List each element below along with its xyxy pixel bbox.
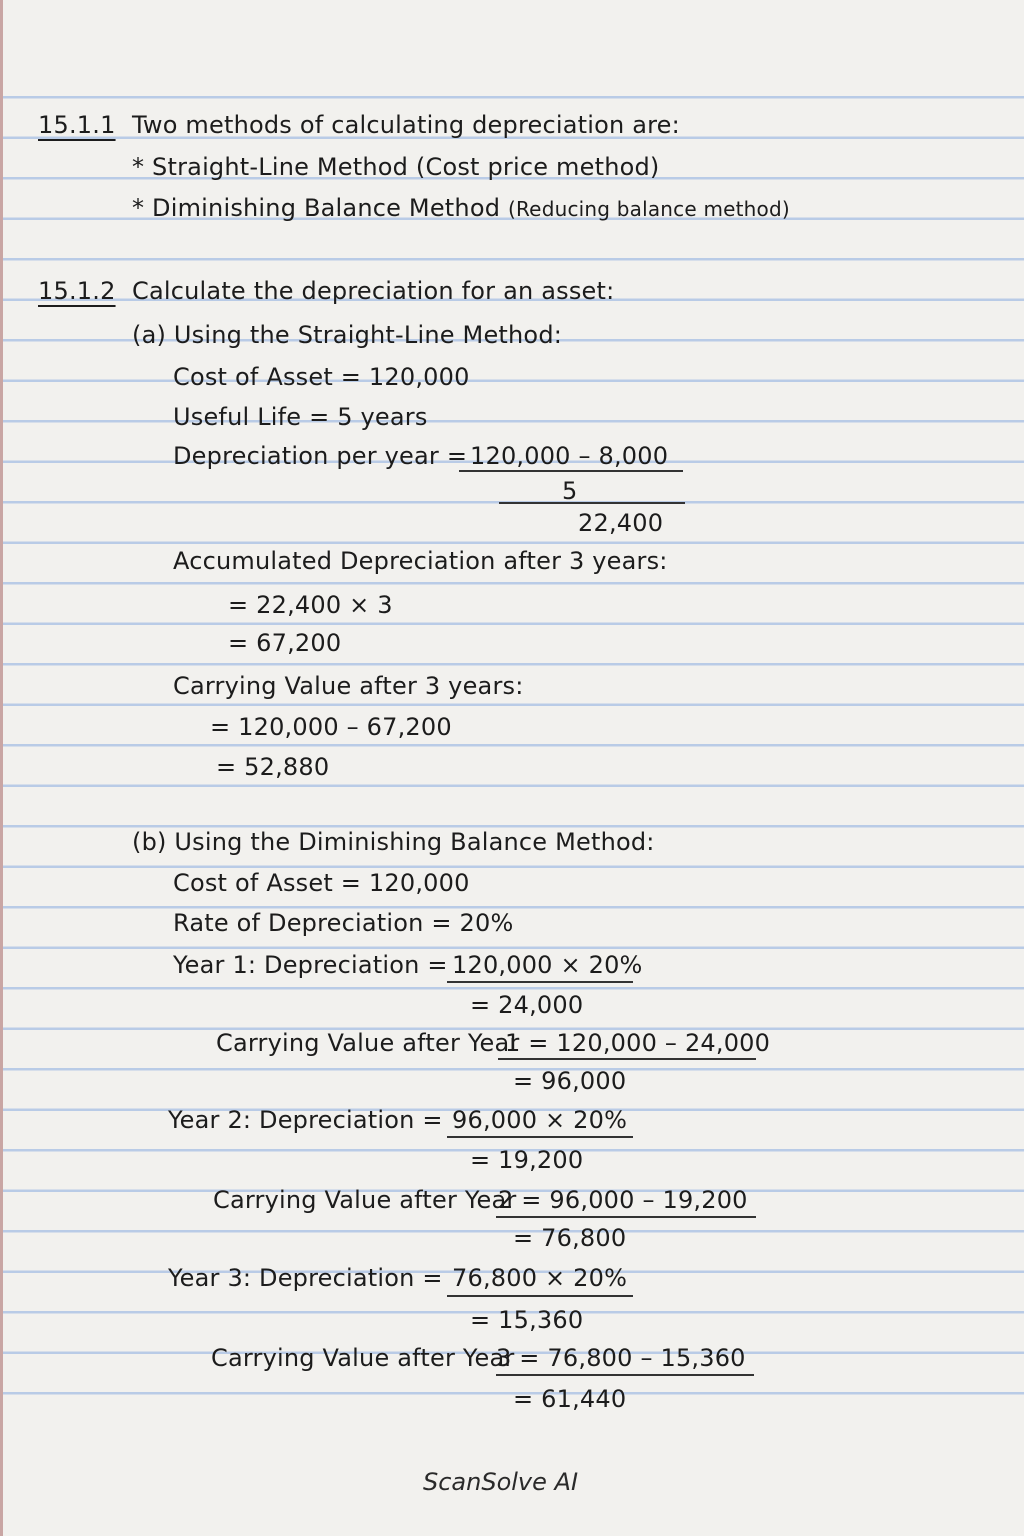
- underline: [498, 1058, 756, 1060]
- part-a-title: (a) Using the Straight-Line Method:: [132, 321, 563, 349]
- underline: [447, 1295, 633, 1297]
- underline: [496, 1374, 754, 1376]
- bullet-note: (Reducing balance method): [507, 197, 790, 221]
- useful-life: Useful Life = 5 years: [173, 403, 428, 431]
- year-1-cv-result: = 96,000: [513, 1067, 627, 1095]
- section-heading: Calculate the depreciation for an asset:: [132, 277, 615, 305]
- year-1-cv-expr: 1 = 120,000 – 24,000: [505, 1029, 771, 1057]
- depreciation-result: 22,400: [578, 509, 664, 537]
- bullet-marker: *: [132, 194, 145, 222]
- section-heading: Two methods of calculating depreciation are:: [132, 111, 680, 139]
- year-2-depreciation-expr: 96,000 × 20%: [452, 1106, 628, 1134]
- year-2-depreciation-label: Year 2: Depreciation =: [168, 1106, 443, 1134]
- cost-of-asset: Cost of Asset = 120,000: [173, 869, 470, 897]
- accumulated-label: Accumulated Depreciation after 3 years:: [173, 547, 668, 575]
- year-3-cv-result: = 61,440: [513, 1385, 627, 1413]
- part-b-title: (b) Using the Diminishing Balance Method:: [132, 828, 655, 856]
- underline: [447, 1136, 633, 1138]
- accumulated-result: = 67,200: [228, 629, 342, 657]
- bullet-item: [132, 193, 790, 224]
- carrying-value-calc: = 120,000 – 67,200: [210, 713, 452, 741]
- fraction-numerator: 120,000 – 8,000: [470, 442, 669, 470]
- bullet-text: Straight-Line Method (Cost price method): [152, 153, 660, 181]
- watermark: ScanSolve AI: [423, 1468, 579, 1496]
- section-number: 15.1.2: [38, 277, 116, 305]
- page-edge: [0, 0, 3, 1536]
- carrying-value-label: Carrying Value after 3 years:: [173, 672, 524, 700]
- year-2-cv-label: Carrying Value after Year: [213, 1186, 517, 1214]
- bullet-text: Diminishing Balance Method: [152, 194, 501, 222]
- year-3-cv-label: Carrying Value after Year: [211, 1344, 515, 1372]
- cost-of-asset: Cost of Asset = 120,000: [173, 363, 470, 391]
- carrying-value-result: = 52,880: [216, 753, 330, 781]
- fraction-denominator: 5: [562, 477, 578, 505]
- underline: [447, 981, 633, 983]
- fraction-bar: [459, 470, 683, 472]
- year-3-depreciation-label: Year 3: Depreciation =: [168, 1264, 443, 1292]
- year-1-depreciation-label: Year 1: Depreciation =: [173, 951, 448, 979]
- bullet-marker: *: [132, 153, 145, 181]
- accumulated-calc: = 22,400 × 3: [228, 591, 393, 619]
- year-1-depreciation-expr: 120,000 × 20%: [452, 951, 643, 979]
- year-2-depreciation-result: = 19,200: [470, 1146, 584, 1174]
- section-number: 15.1.1: [38, 111, 116, 139]
- result-bar: [499, 502, 685, 504]
- year-3-depreciation-result: = 15,360: [470, 1306, 584, 1334]
- bullet-item: [132, 152, 660, 182]
- year-2-cv-expr: 2 = 96,000 – 19,200: [498, 1186, 748, 1214]
- underline: [496, 1216, 756, 1218]
- year-3-depreciation-expr: 76,800 × 20%: [452, 1264, 628, 1292]
- year-3-cv-expr: 3 = 76,800 – 15,360: [496, 1344, 746, 1372]
- year-1-depreciation-result: = 24,000: [470, 991, 584, 1019]
- depreciation-label: Depreciation per year =: [173, 442, 468, 470]
- year-2-cv-result: = 76,800: [513, 1224, 627, 1252]
- year-1-cv-label: Carrying Value after Year: [216, 1029, 520, 1057]
- rate-of-depreciation: Rate of Depreciation = 20%: [173, 909, 514, 937]
